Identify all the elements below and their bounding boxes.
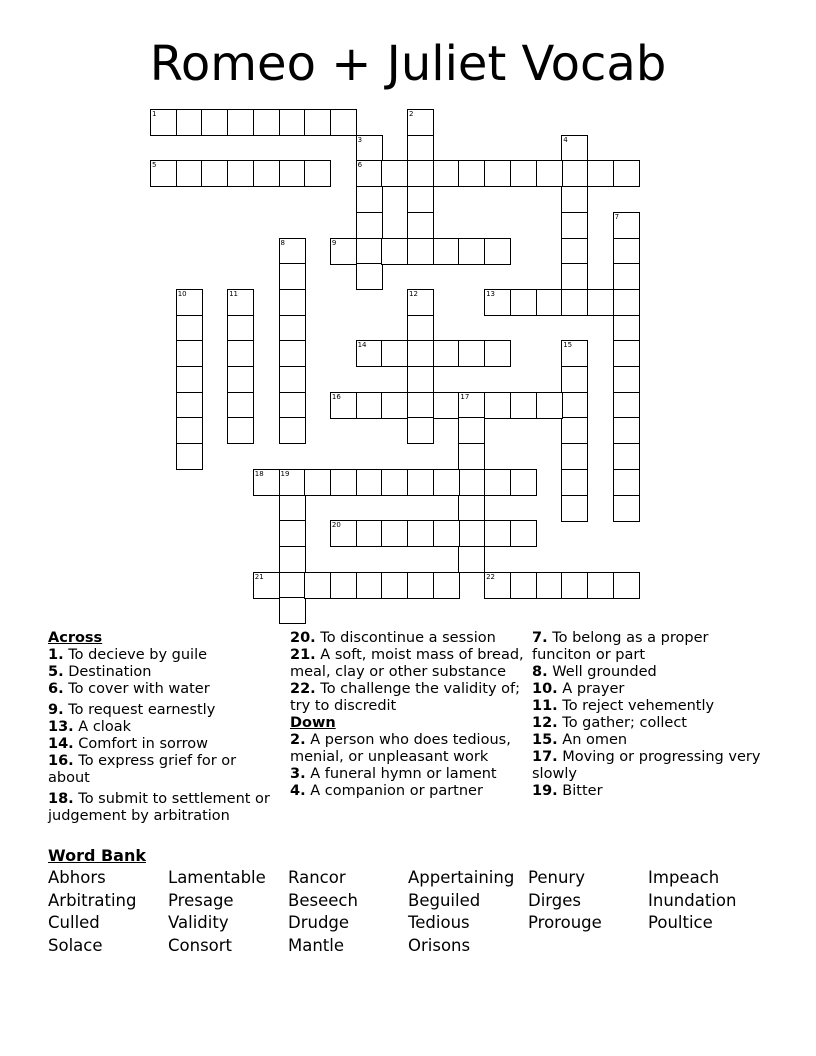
grid-cell[interactable] [613,263,640,290]
word-bank-item: Arbitrating [48,890,137,910]
grid-cell[interactable] [613,417,640,444]
grid-cell[interactable] [330,109,357,136]
clue-number: 2 [409,110,414,118]
grid-cell[interactable] [561,238,588,265]
grid-cell[interactable] [176,366,203,393]
grid-cell[interactable] [330,392,357,419]
grid-cell[interactable] [458,238,485,265]
word-bank-item: Culled [48,913,100,933]
grid-cell[interactable] [407,289,434,316]
grid-cell[interactable] [356,392,383,419]
clues-column-2 [290,630,526,800]
grid-cell[interactable] [330,572,357,599]
grid-cell[interactable] [381,392,408,419]
grid-cell[interactable] [381,520,408,547]
grid-cell[interactable] [433,520,460,547]
grid-cell[interactable] [510,572,537,599]
grid-cell[interactable] [356,238,383,265]
grid-cell[interactable] [536,392,563,419]
grid-cell[interactable] [279,495,306,522]
word-bank-item: Inundation [648,890,737,910]
word-bank-item: Prorouge [528,913,602,933]
grid-cell[interactable] [253,572,280,599]
grid-cell[interactable] [561,417,588,444]
word-bank-item: Impeach [648,868,720,887]
clue-number: 17 [460,392,470,401]
clue-number: 10 [177,289,187,298]
grid-cell[interactable] [484,340,511,367]
grid-cell[interactable] [330,520,357,547]
grid-cell[interactable] [458,160,485,187]
clue-number: 7 [614,212,620,221]
grid-cell[interactable] [407,392,434,419]
grid-cell[interactable] [613,469,640,496]
grid-cell[interactable] [201,160,228,187]
grid-cell[interactable] [279,315,306,342]
grid-cell[interactable] [613,340,640,367]
clue-number: 13 [486,289,496,298]
grid-cell[interactable] [561,135,588,162]
grid-cell[interactable] [279,520,306,547]
grid-cell[interactable] [227,315,254,342]
grid-cell[interactable] [561,495,588,522]
grid-cell[interactable] [561,212,588,239]
grid-cell[interactable] [381,340,408,367]
grid-cell[interactable] [227,109,254,136]
grid-cell[interactable] [613,495,640,522]
grid-cell[interactable] [356,212,383,239]
grid-cell[interactable] [484,572,511,599]
grid-cell[interactable] [279,109,306,136]
grid-cell[interactable] [561,572,588,599]
grid-cell[interactable] [613,572,640,599]
word-bank-item: Validity [168,913,229,933]
grid-cell[interactable] [356,469,383,496]
grid-cell[interactable] [356,186,383,213]
clue-across-14: 14. Comfort in sorrow [48,736,208,752]
grid-cell[interactable] [407,366,434,393]
word-bank-item: Presage [168,890,234,910]
grid-cell[interactable] [304,109,331,136]
clue-number: 4 [563,135,568,144]
word-bank-item: Rancor [288,868,346,887]
grid-cell[interactable] [356,135,383,162]
grid-cell[interactable] [458,520,485,547]
grid-cell[interactable] [279,340,306,367]
word-bank-item: Appertaining [408,868,515,887]
grid-cell[interactable] [279,392,306,419]
grid-cell[interactable] [484,160,511,187]
clue-down-12: 12. To gather; collect [532,715,687,731]
clue-number: 22 [486,572,496,581]
clue-number: 21 [254,572,264,581]
word-bank-item: Consort [168,936,233,956]
grid-cell[interactable] [484,238,511,265]
clue-across-16: 16. To express grief for or about [48,753,237,786]
grid-cell[interactable] [253,469,280,496]
grid-cell[interactable] [510,289,537,316]
grid-cell[interactable] [484,392,511,419]
clue-across-13: 13. A cloak [48,719,131,735]
clue-number: 16 [331,392,341,401]
word-bank [48,867,768,958]
grid-cell[interactable] [458,340,485,367]
grid-cell[interactable] [587,160,614,187]
grid-cell[interactable] [510,392,537,419]
word-bank-item: Beguiled [408,890,481,910]
grid-cell[interactable] [458,546,485,573]
grid-cell[interactable] [227,160,254,187]
grid-cell[interactable] [176,160,203,187]
grid-cell[interactable] [561,263,588,290]
clue-number: 14 [357,341,367,350]
word-bank-item: Solace [48,936,103,956]
grid-cell[interactable] [613,315,640,342]
clue-down-10: 10. A prayer [532,681,625,697]
grid-cell[interactable] [458,392,485,419]
clue-down-19: 19. Bitter [532,783,603,799]
grid-cell[interactable] [561,469,588,496]
clue-number: 11 [229,289,239,298]
grid-cell[interactable] [433,469,460,496]
grid-cell[interactable] [458,469,485,496]
word-bank-item: Penury [528,868,585,887]
clue-across-6: 6. To cover with water [48,681,210,697]
grid-cell[interactable] [536,160,563,187]
grid-cell[interactable] [484,469,511,496]
grid-cell[interactable] [536,289,563,316]
word-bank-item: Drudge [288,913,350,933]
grid-cell[interactable] [433,572,460,599]
clues-column-1 [48,630,280,825]
grid-cell[interactable] [407,109,434,136]
grid-cell[interactable] [304,469,331,496]
grid-cell[interactable] [407,417,434,444]
clue-number: 12 [409,289,418,298]
clue-across-9: 9. To request earnestly [48,702,216,718]
grid-cell[interactable] [536,572,563,599]
grid-cell[interactable] [407,340,434,367]
clue-number: 18 [254,469,264,478]
grid-cell[interactable] [279,289,306,316]
word-bank-item: Dirges [528,890,582,910]
word-bank-item: Orisons [408,936,471,956]
clue-across-20: 20. To discontinue a session [290,630,496,646]
grid-cell[interactable] [613,238,640,265]
grid-cell[interactable] [279,366,306,393]
grid-cell[interactable] [304,160,331,187]
grid-cell[interactable] [433,392,460,419]
clue-across-18: 18. To submit to settlement or judgement by arbitration [48,791,270,824]
grid-cell[interactable] [458,495,485,522]
grid-cell[interactable] [356,160,383,187]
word-bank-item: Tedious [408,913,470,933]
grid-cell[interactable] [279,597,306,624]
grid-cell[interactable] [587,572,614,599]
grid-cell[interactable] [381,572,408,599]
grid-cell[interactable] [561,340,588,367]
grid-cell[interactable] [561,186,588,213]
grid-cell[interactable] [613,212,640,239]
clue-across-5: 5. Destination [48,664,152,680]
grid-cell[interactable] [176,392,203,419]
grid-cell[interactable] [356,520,383,547]
grid-cell[interactable] [407,135,434,162]
clue-down-11: 11. To reject vehemently [532,698,715,714]
clue-number: 20 [331,521,341,530]
grid-cell[interactable] [510,469,537,496]
grid-cell[interactable] [201,109,228,136]
grid-cell[interactable] [407,160,434,187]
grid-cell[interactable] [561,289,588,316]
clue-number: 1 [152,110,157,118]
grid-cell[interactable] [279,417,306,444]
grid-cell[interactable] [458,443,485,470]
grid-cell[interactable] [253,109,280,136]
grid-cell[interactable] [176,417,203,444]
grid-cell[interactable] [381,160,408,187]
grid-cell[interactable] [227,366,254,393]
grid-cell[interactable] [279,160,306,187]
word-bank-heading: Word Bank [48,846,147,865]
grid-cell[interactable] [381,469,408,496]
grid-cell[interactable] [279,263,306,290]
grid-cell[interactable] [613,443,640,470]
grid-cell[interactable] [279,572,306,599]
word-bank-item: Mantle [288,936,345,956]
grid-cell[interactable] [484,289,511,316]
grid-cell[interactable] [407,238,434,265]
grid-cell[interactable] [510,520,537,547]
clue-number: 8 [280,238,285,247]
clue-number: 3 [357,135,363,144]
grid-cell[interactable] [407,572,434,599]
grid-cell[interactable] [253,160,280,187]
grid-cell[interactable] [356,340,383,367]
clue-across-21: 21. A soft, moist mass of bread, meal, clay or other substance [290,647,524,680]
clue-down-15: 15. An omen [532,732,628,748]
grid-cell[interactable] [613,289,640,316]
grid-cell[interactable] [356,572,383,599]
clue-down-8: 8. Well grounded [532,664,657,680]
grid-cell[interactable] [330,238,357,265]
grid-cell[interactable] [561,160,588,187]
grid-cell[interactable] [304,572,331,599]
grid-cell[interactable] [407,469,434,496]
grid-cell[interactable] [176,289,203,316]
across-heading: Across [48,630,103,646]
grid-cell[interactable] [561,443,588,470]
grid-cell[interactable] [330,469,357,496]
clue-down-2: 2. A person who does tedious, menial, or unpleasant work [290,732,511,765]
grid-cell[interactable] [561,392,588,419]
grid-cell[interactable] [227,289,254,316]
clue-down-3: 3. A funeral hymn or lament [290,766,497,782]
clue-across-22: 22. To challenge the validity of; try to discredit [290,681,521,714]
grid-cell[interactable] [433,238,460,265]
grid-cell[interactable] [613,366,640,393]
grid-cell[interactable] [279,546,306,573]
word-bank-item: Abhors [48,868,106,887]
clue-across-1: 1. To decieve by guile [48,647,208,663]
grid-cell[interactable] [561,366,588,393]
grid-cell[interactable] [613,160,640,187]
down-heading: Down [290,715,336,731]
grid-cell[interactable] [407,520,434,547]
grid-cell[interactable] [279,238,306,265]
grid-cell[interactable] [613,392,640,419]
clue-number: 6 [357,161,363,170]
clue-number: 15 [563,341,573,350]
word-bank-item: Lamentable [168,868,266,887]
grid-cell[interactable] [176,109,203,136]
grid-cell[interactable] [356,263,383,290]
grid-cell[interactable] [150,109,177,136]
grid-cell[interactable] [433,340,460,367]
page-title: Romeo + Juliet Vocab [149,36,667,92]
clue-number: 9 [331,238,337,247]
grid-cell[interactable] [176,315,203,342]
grid-cell[interactable] [407,315,434,342]
grid-cell[interactable] [407,186,434,213]
grid-cell[interactable] [227,340,254,367]
grid-cell[interactable] [433,160,460,187]
grid-cell[interactable] [407,212,434,239]
clues-column-3 [532,630,768,800]
clue-number: 5 [152,161,157,170]
grid-cell[interactable] [150,160,177,187]
word-bank-item: Poultice [648,913,713,933]
grid-cell[interactable] [227,392,254,419]
grid-cell[interactable] [587,289,614,316]
grid-cell[interactable] [484,520,511,547]
grid-cell[interactable] [176,443,203,470]
grid-cell[interactable] [176,340,203,367]
clue-down-17: 17. Moving or progressing very slowly [532,749,761,782]
grid-cell[interactable] [227,417,254,444]
clue-down-4: 4. A companion or partner [290,783,483,799]
grid-cell[interactable] [510,160,537,187]
grid-cell[interactable] [458,417,485,444]
clue-number: 19 [280,469,290,478]
grid-cell[interactable] [279,469,306,496]
grid-cell[interactable] [381,238,408,265]
clue-down-7: 7. To belong as a proper funciton or part [532,630,709,663]
word-bank-item: Beseech [288,890,358,910]
